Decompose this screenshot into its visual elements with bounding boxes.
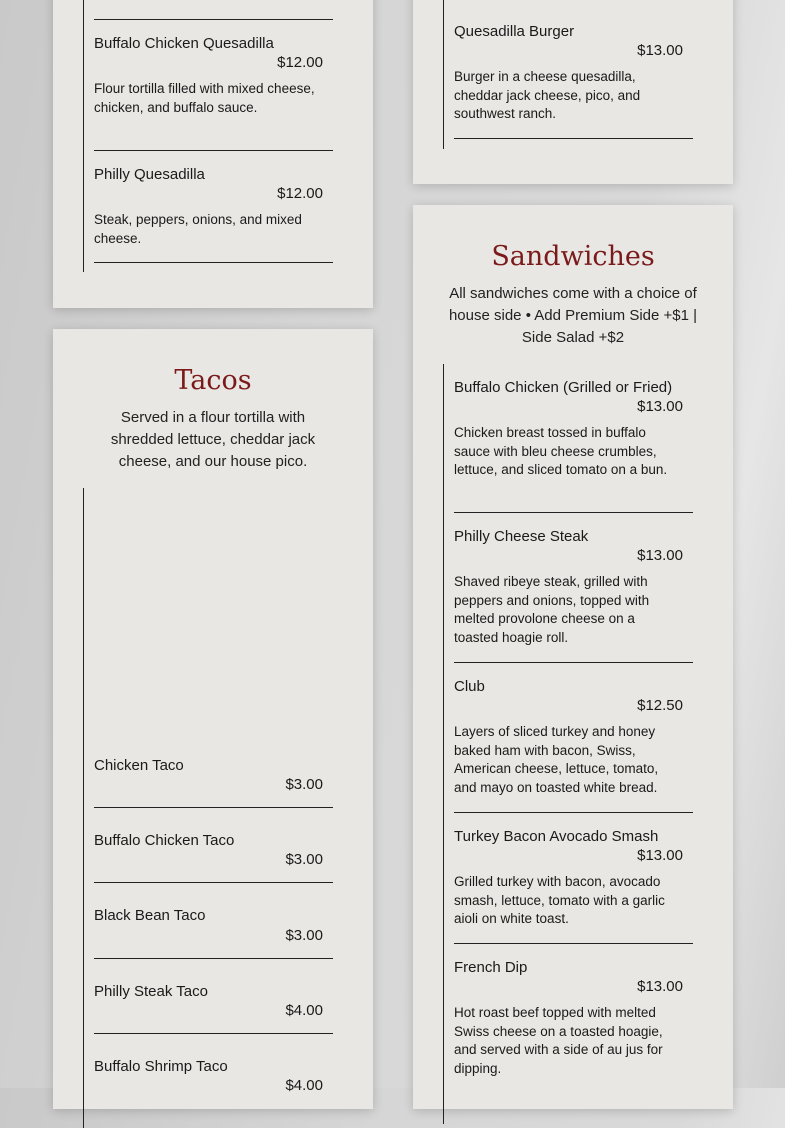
item-divider bbox=[454, 138, 693, 139]
item-price: $4.00 bbox=[285, 1002, 323, 1019]
item-price: $13.00 bbox=[637, 398, 683, 415]
menu-item-philly-steak-taco bbox=[94, 983, 333, 1043]
menu-item-turkey-bacon-avocado-smash bbox=[454, 828, 693, 944]
section-title: Tacos bbox=[174, 365, 252, 396]
item-divider bbox=[454, 512, 693, 513]
item-name: Philly Cheese Steak bbox=[454, 528, 589, 545]
tacos-item-list bbox=[83, 488, 334, 1128]
burgers-item-list bbox=[443, 0, 694, 149]
item-description: Grilled turkey with bacon, avocado smash, lettuce, tomato with a garlic aioli on white toast. bbox=[454, 874, 665, 926]
menu-item-buffalo-chicken bbox=[454, 379, 693, 514]
item-name: Philly Steak Taco bbox=[94, 983, 208, 1000]
section-title: Sandwiches bbox=[491, 241, 655, 272]
item-divider bbox=[454, 662, 693, 663]
item-name: Turkey Bacon Avocado Smash bbox=[454, 828, 659, 845]
item-price: $12.50 bbox=[637, 697, 683, 714]
item-divider bbox=[94, 19, 333, 20]
item-name: Buffalo Chicken (Grilled or Fried) bbox=[454, 379, 673, 396]
item-divider bbox=[94, 958, 333, 959]
sandwiches-card bbox=[413, 205, 733, 1109]
menu-item-chicken-taco bbox=[94, 757, 333, 817]
section-note: All sandwiches come with a choice of house side • Add Premium Side +$1 | Side Salad +$2 bbox=[448, 285, 698, 346]
menu-item-philly-cheese-steak bbox=[454, 528, 693, 663]
item-price: $12.00 bbox=[277, 54, 323, 71]
item-divider bbox=[94, 882, 333, 883]
item-price: $3.00 bbox=[285, 851, 323, 868]
item-name: Buffalo Shrimp Taco bbox=[94, 1058, 228, 1075]
item-price: $12.00 bbox=[277, 185, 323, 202]
item-price: $13.00 bbox=[637, 42, 683, 59]
item-price: $3.00 bbox=[285, 927, 323, 944]
item-name: Quesadilla Burger bbox=[454, 23, 575, 40]
section-note: Served in a flour tortilla with shredded lettuce, cheddar jack cheese, and our house pico. bbox=[110, 409, 316, 470]
burgers-card bbox=[413, 0, 733, 184]
item-divider bbox=[454, 943, 693, 944]
menu-item-club bbox=[454, 678, 693, 813]
item-divider bbox=[94, 1033, 333, 1034]
item-name: Black Bean Taco bbox=[94, 907, 206, 924]
item-price: $4.00 bbox=[285, 1077, 323, 1094]
item-name: Club bbox=[454, 678, 485, 695]
quesadillas-item-list bbox=[83, 0, 334, 272]
item-description: Burger in a cheese quesadilla, cheddar jack cheese, pico, and southwest ranch. bbox=[454, 69, 641, 121]
menu-item-buffalo-shrimp-taco bbox=[94, 1058, 333, 1118]
item-divider bbox=[454, 812, 693, 813]
menu-item-black-bean-taco bbox=[94, 907, 333, 967]
item-price: $13.00 bbox=[637, 978, 683, 995]
item-name: Buffalo Chicken Quesadilla bbox=[94, 35, 274, 52]
menu-item-philly-quesadilla bbox=[94, 166, 333, 263]
item-description: Layers of sliced turkey and honey baked ham with bacon, Swiss, American cheese, lettuce, tomato, and mayo on toasted white bread. bbox=[454, 724, 659, 795]
menu-item-french-dip bbox=[454, 959, 693, 1094]
menu-item-buffalo-chicken-quesadilla bbox=[94, 35, 333, 151]
item-price: $13.00 bbox=[637, 547, 683, 564]
item-description: Flour tortilla filled with mixed cheese, chicken, and buffalo sauce. bbox=[94, 81, 315, 115]
item-name: French Dip bbox=[454, 959, 528, 976]
item-price: $13.00 bbox=[637, 847, 683, 864]
item-divider bbox=[94, 262, 333, 263]
item-price: $3.00 bbox=[285, 776, 323, 793]
item-divider bbox=[94, 807, 333, 808]
item-divider bbox=[94, 150, 333, 151]
menu-item-buffalo-chicken-taco bbox=[94, 832, 333, 892]
menu-item-quesadilla-burger bbox=[454, 23, 693, 139]
item-name: Chicken Taco bbox=[94, 757, 184, 774]
quesadillas-card bbox=[53, 0, 373, 308]
item-description: Hot roast beef topped with melted Swiss cheese on a toasted hoagie, and served with a side of au jus for dipping. bbox=[454, 1005, 663, 1076]
item-description: Chicken breast tossed in buffalo sauce with bleu cheese crumbles, lettuce, and sliced tomato on a bun. bbox=[454, 425, 668, 477]
sandwiches-item-list bbox=[443, 364, 694, 1124]
item-name: Buffalo Chicken Taco bbox=[94, 832, 235, 849]
item-description: Steak, peppers, onions, and mixed cheese. bbox=[94, 212, 302, 246]
tacos-card bbox=[53, 329, 373, 1109]
item-name: Philly Quesadilla bbox=[94, 166, 205, 183]
item-description: Shaved ribeye steak, grilled with peppers and onions, topped with melted provolone cheese on a toasted hoagie roll. bbox=[454, 574, 650, 645]
